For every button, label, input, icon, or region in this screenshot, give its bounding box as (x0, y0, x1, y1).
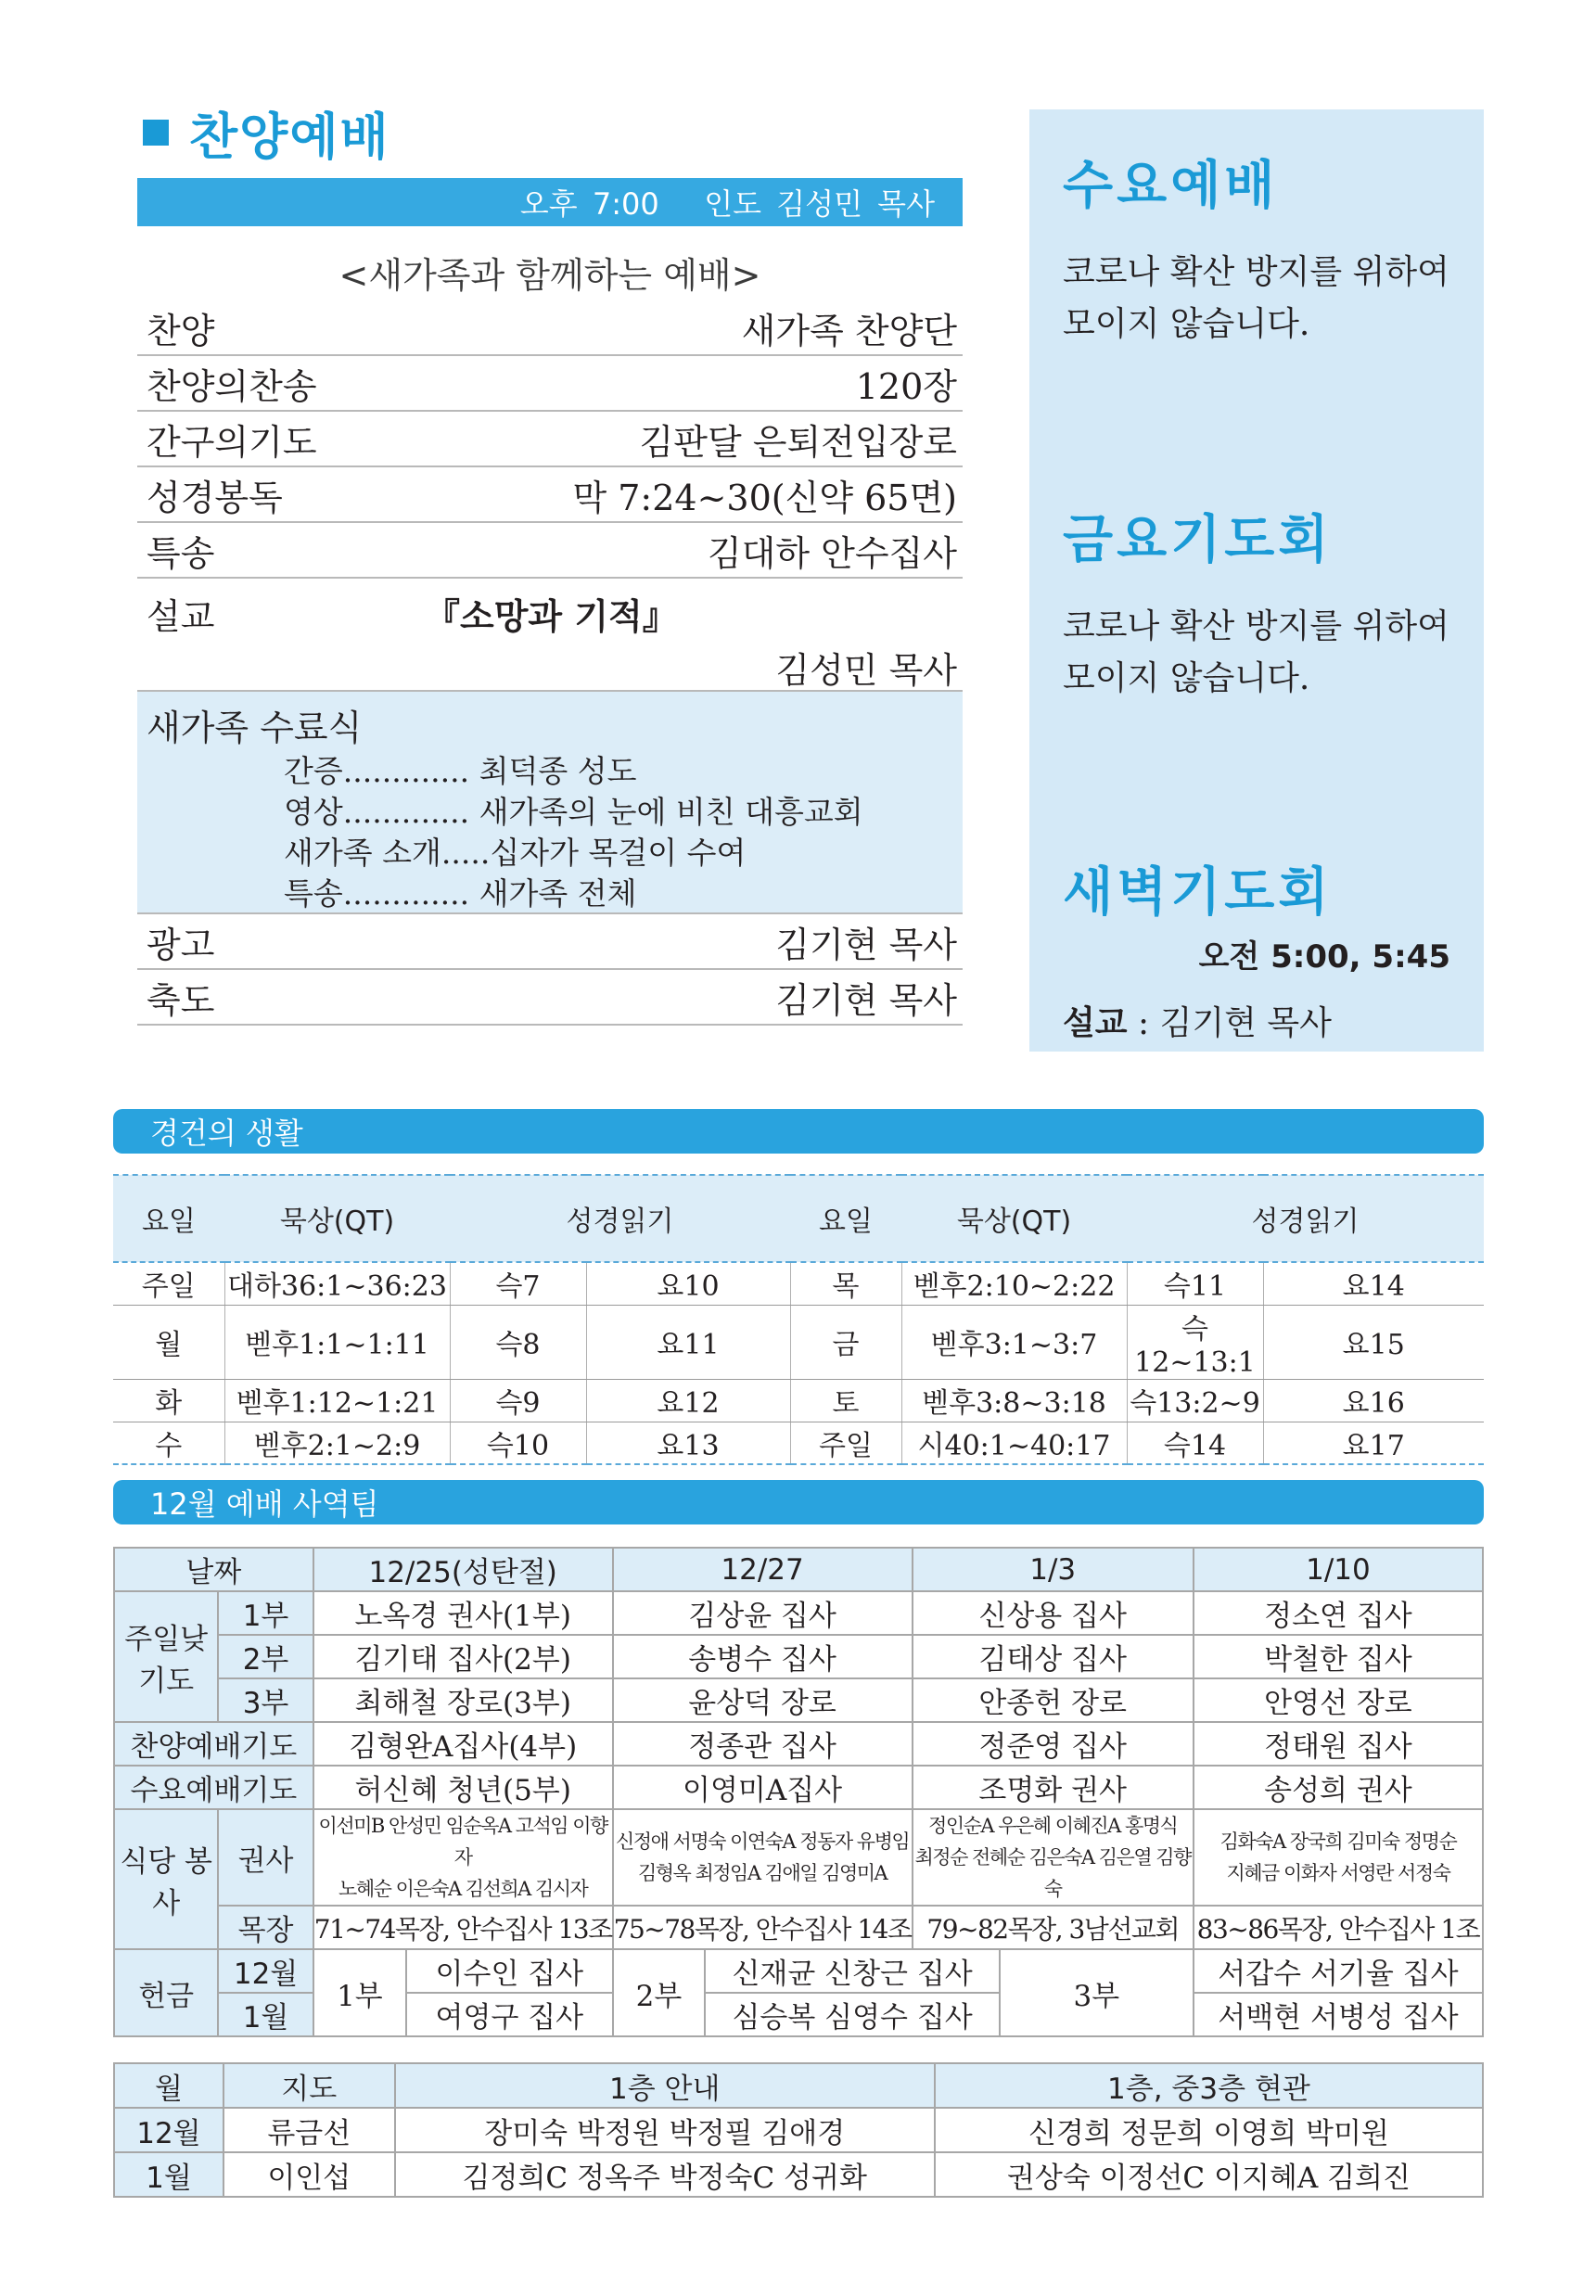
entrance-guide-header: 1층, 중3층 현관 (935, 2063, 1483, 2108)
worship-row (137, 356, 963, 412)
reading-cell: 요15 (1263, 1305, 1484, 1379)
month-label: 1월 (218, 1993, 313, 2036)
reading-cell: 요14 (1263, 1262, 1484, 1305)
reading-cell: 슥9 (450, 1379, 586, 1422)
table-row (114, 1906, 1483, 1949)
dawn-prayer-time: 오전 5:00, 5:45 (1198, 938, 1450, 976)
praise-prayer-label: 찬양예배기도 (114, 1722, 313, 1766)
table-row (113, 1422, 1484, 1464)
graduation-title: 새가족 수료식 (147, 708, 363, 748)
worship-row (137, 970, 963, 1026)
team-cell: 김태상 집사 (913, 1635, 1194, 1678)
worship-row (137, 300, 963, 356)
offering-label: 헌금 (114, 1949, 218, 2036)
worship-row (137, 523, 963, 579)
wed-worship-notice (1063, 247, 1450, 351)
month-label: 12월 (218, 1949, 313, 1993)
day-cell: 주일 (790, 1422, 901, 1464)
day-cell: 화 (113, 1379, 224, 1422)
reading-cell: 요17 (1263, 1422, 1484, 1464)
deaconess-line: 김형옥 최정임A 김애일 김영미A (637, 1862, 887, 1884)
square-bullet-icon (143, 120, 169, 146)
wed-worship-title: 수요예배 (1063, 156, 1279, 216)
month-header: 월 (114, 2063, 223, 2108)
day-cell: 토 (790, 1379, 901, 1422)
team-cell: 정종관 집사 (613, 1722, 913, 1766)
month-cell: 12월 (114, 2108, 223, 2152)
table-row (114, 1722, 1483, 1766)
reading-cell: 요11 (586, 1305, 790, 1379)
day-cell: 수 (113, 1422, 224, 1464)
sermon-row (137, 579, 963, 692)
graduation-item: 간증............. 최덕종 성도 (284, 753, 637, 789)
service-label: 1부 (218, 1591, 313, 1635)
deaconess-line: 정인순A 우은혜 이혜진A 홍명식 (928, 1815, 1178, 1837)
date-header: 12/25(성탄절) (313, 1548, 613, 1591)
table-row (114, 1678, 1483, 1722)
sermon-title: 『소망과 기적』 (425, 596, 678, 637)
date-header: 1/10 (1194, 1548, 1483, 1591)
team-cell: 노옥경 권사(1부) (313, 1591, 613, 1635)
day-cell: 목 (790, 1262, 901, 1305)
team-cell: 윤상덕 장로 (613, 1678, 913, 1722)
team-cell: 송성희 권사 (1194, 1766, 1483, 1809)
table-row (114, 1591, 1483, 1635)
guide-cell: 장미숙 박정원 박정필 김애경 (395, 2108, 935, 2152)
praise-worship-section (137, 100, 963, 1026)
qt-cell: 벧후1:12~1:21 (224, 1379, 450, 1422)
team-cell: 이수인 집사 (406, 1949, 613, 1993)
worship-row (137, 412, 963, 467)
devotion-section-header: 경건의 생활 (113, 1109, 1484, 1154)
day-cell: 금 (790, 1305, 901, 1379)
wed-notice-line: 모이지 않습니다. (1063, 305, 1310, 343)
team-cell: 83~86목장, 안수집사 1조 (1194, 1906, 1483, 1949)
team-cell: 김상윤 집사 (613, 1591, 913, 1635)
qt-cell: 대하36:1~36:23 (224, 1262, 450, 1305)
deaconess-line: 신정애 서명숙 이연숙A 정동자 유병임 (616, 1830, 910, 1853)
ministry-team-table (113, 1547, 1484, 2037)
fri-prayer-notice (1063, 601, 1450, 705)
team-cell (913, 1809, 1194, 1906)
worship-row-value: 김기현 목사 (775, 924, 957, 965)
reading-cell: 요12 (586, 1379, 790, 1422)
usher-guide-table (113, 2062, 1484, 2198)
dawn-prayer-sermon (1063, 997, 1450, 1044)
qt-cell: 벧후1:1~1:11 (224, 1305, 450, 1379)
wed-notice-line: 코로나 확산 방지를 위하여 (1063, 253, 1449, 291)
day-header: 요일 (113, 1175, 224, 1262)
worship-row-label: 간구의기도 (147, 421, 317, 463)
reading-cell: 요16 (1263, 1379, 1484, 1422)
reading-cell: 슥7 (450, 1262, 586, 1305)
graduation-item: 영상............. 새가족의 눈에 비친 대흥교회 (284, 794, 863, 830)
table-row (113, 1379, 1484, 1422)
team-section-header: 12월 예배 사역팀 (113, 1480, 1484, 1524)
qt-cell: 벧후3:1~3:7 (901, 1305, 1127, 1379)
devotion-header-row (113, 1175, 1484, 1262)
team-cell: 최해철 장로(3부) (313, 1678, 613, 1722)
dawn-sermon-label: 설교 (1063, 1004, 1128, 1042)
graduation-item: 특송............. 새가족 전체 (284, 875, 637, 912)
team-cell: 서백현 서병성 집사 (1194, 1993, 1483, 2036)
dawn-prayer-title: 새벽기도회 (1063, 862, 1333, 923)
team-cell: 이영미A집사 (613, 1766, 913, 1809)
service-label: 3부 (218, 1678, 313, 1722)
guide-cell: 류금선 (223, 2108, 395, 2152)
deaconess-line: 이선미B 안성민 임순옥A 고석임 이향자 (318, 1815, 607, 1869)
qt-header: 묵상(QT) (901, 1175, 1127, 1262)
reading-header: 성경읽기 (450, 1175, 790, 1262)
table-row (114, 2108, 1483, 2152)
reading-cell: 슥11 (1127, 1262, 1263, 1305)
team-cell: 71~74목장, 안수집사 13조 (313, 1906, 613, 1949)
team-cell (313, 1809, 613, 1906)
table-row (114, 2152, 1483, 2197)
table-row (113, 1305, 1484, 1379)
table-row (114, 1766, 1483, 1809)
worship-time-bar: 오후 7:00 인도 김성민 목사 (137, 178, 963, 226)
date-label: 날짜 (114, 1548, 313, 1591)
sermon-label: 설교 (147, 596, 215, 637)
worship-subtitle: <새가족과 함께하는 예배> (338, 255, 761, 296)
team-cell: 정태원 집사 (1194, 1722, 1483, 1766)
team-cell: 서갑수 서기율 집사 (1194, 1949, 1483, 1993)
team-cell (613, 1809, 913, 1906)
team-cell: 안영선 장로 (1194, 1678, 1483, 1722)
worship-row-value: 막 7:24~30(신약 65면) (572, 477, 957, 518)
guide-cell: 권상숙 이정선C 이지혜A 김희진 (935, 2152, 1483, 2197)
deaconess-line: 김화숙A 장국희 김미숙 정명순 (1219, 1830, 1457, 1853)
worship-row-label: 성경봉독 (147, 477, 283, 518)
worship-row (137, 914, 963, 970)
district-label: 목장 (218, 1906, 313, 1949)
reading-cell: 슥8 (450, 1305, 586, 1379)
fri-prayer-title: 금요기도회 (1063, 510, 1333, 570)
offering-service-label: 2부 (613, 1949, 706, 2036)
qt-cell: 벧후3:8~3:18 (901, 1379, 1127, 1422)
team-cell: 정준영 집사 (913, 1722, 1194, 1766)
deaconess-line: 지혜금 이화자 서영란 서정숙 (1226, 1862, 1450, 1884)
team-cell: 박철한 집사 (1194, 1635, 1483, 1678)
graduation-block (137, 692, 963, 914)
guide-header-row (114, 2063, 1483, 2108)
team-cell: 여영구 집사 (406, 1993, 613, 2036)
worship-row-label: 광고 (147, 924, 215, 965)
fri-notice-line: 모이지 않습니다. (1063, 659, 1310, 697)
team-cell: 조명화 권사 (913, 1766, 1194, 1809)
qt-cell: 벧후2:1~2:9 (224, 1422, 450, 1464)
reading-cell: 슥10 (450, 1422, 586, 1464)
team-cell: 심승복 심영수 집사 (705, 1993, 1000, 2036)
reading-cell: 슥12~13:1 (1127, 1305, 1263, 1379)
worship-row-label: 특송 (147, 532, 215, 574)
deaconess-label: 권사 (218, 1809, 313, 1906)
worship-row-value: 김기현 목사 (775, 979, 957, 1021)
table-row (114, 1949, 1483, 1993)
sunday-prayer-label: 주일낮 기도 (114, 1591, 218, 1722)
side-panel (1029, 109, 1484, 1052)
guide-cell: 김정희C 정옥주 박정숙C 성귀화 (395, 2152, 935, 2197)
team-cell: 송병수 집사 (613, 1635, 913, 1678)
wed-prayer-label: 수요예배기도 (114, 1766, 313, 1809)
dawn-sermon-preacher: : 김기현 목사 (1127, 1004, 1332, 1042)
worship-row-value: 120장 (855, 365, 957, 407)
date-header: 12/27 (613, 1548, 913, 1591)
qt-cell: 시40:1~40:17 (901, 1422, 1127, 1464)
table-row (114, 1635, 1483, 1678)
guide-cell: 신경희 정문희 이영희 박미원 (935, 2108, 1483, 2152)
team-cell: 안종헌 장로 (913, 1678, 1194, 1722)
worship-row-label: 찬양 (147, 310, 215, 351)
team-cell: 정소연 집사 (1194, 1591, 1483, 1635)
team-cell: 신상용 집사 (913, 1591, 1194, 1635)
team-cell (1194, 1809, 1483, 1906)
graduation-item: 새가족 소개.....십자가 목걸이 수여 (284, 835, 747, 871)
offering-service-label: 1부 (313, 1949, 406, 2036)
dining-service-label: 식당 봉사 (114, 1809, 218, 1949)
day-cell: 월 (113, 1305, 224, 1379)
table-row (114, 1809, 1483, 1906)
team-cell: 75~78목장, 안수집사 14조 (613, 1906, 913, 1949)
deaconess-line: 노혜순 이은숙A 김선희A 김시자 (338, 1878, 588, 1900)
reading-header: 성경읽기 (1127, 1175, 1484, 1262)
reading-cell: 요10 (586, 1262, 790, 1305)
team-date-row (114, 1548, 1483, 1591)
team-cell: 79~82목장, 3남선교회 (913, 1906, 1194, 1949)
praise-worship-title: 찬양예배 (189, 107, 390, 166)
worship-row-label: 찬양의찬송 (147, 365, 317, 407)
day-header: 요일 (790, 1175, 901, 1262)
qt-header: 묵상(QT) (224, 1175, 450, 1262)
leader-header: 지도 (223, 2063, 395, 2108)
fri-notice-line: 코로나 확산 방지를 위하여 (1063, 607, 1449, 645)
month-cell: 1월 (114, 2152, 223, 2197)
deaconess-line: 최정순 전혜순 김은숙A 김은열 김향숙 (914, 1846, 1191, 1900)
praise-worship-header (137, 100, 963, 165)
reading-cell: 요13 (586, 1422, 790, 1464)
worship-row (137, 467, 963, 523)
devotion-table (113, 1174, 1484, 1465)
worship-row-value: 김판달 은퇴전입장로 (639, 421, 957, 463)
worship-row-value: 새가족 찬양단 (741, 310, 957, 351)
reading-cell: 슥13:2~9 (1127, 1379, 1263, 1422)
table-row (113, 1262, 1484, 1305)
team-cell: 김형완A집사(4부) (313, 1722, 613, 1766)
worship-row-value: 김대하 안수집사 (707, 532, 957, 574)
team-cell: 신재균 신창근 집사 (705, 1949, 1000, 1993)
reading-cell: 슥14 (1127, 1422, 1263, 1464)
date-header: 1/3 (913, 1548, 1194, 1591)
worship-row-label: 축도 (147, 979, 215, 1021)
sermon-preacher: 김성민 목사 (775, 650, 957, 691)
floor1-guide-header: 1층 안내 (395, 2063, 935, 2108)
team-cell: 김기태 집사(2부) (313, 1635, 613, 1678)
offering-service-label: 3부 (1000, 1949, 1194, 2036)
qt-cell: 벧후2:10~2:22 (901, 1262, 1127, 1305)
team-cell: 허신혜 청년(5부) (313, 1766, 613, 1809)
day-cell: 주일 (113, 1262, 224, 1305)
guide-cell: 이인섭 (223, 2152, 395, 2197)
service-label: 2부 (218, 1635, 313, 1678)
